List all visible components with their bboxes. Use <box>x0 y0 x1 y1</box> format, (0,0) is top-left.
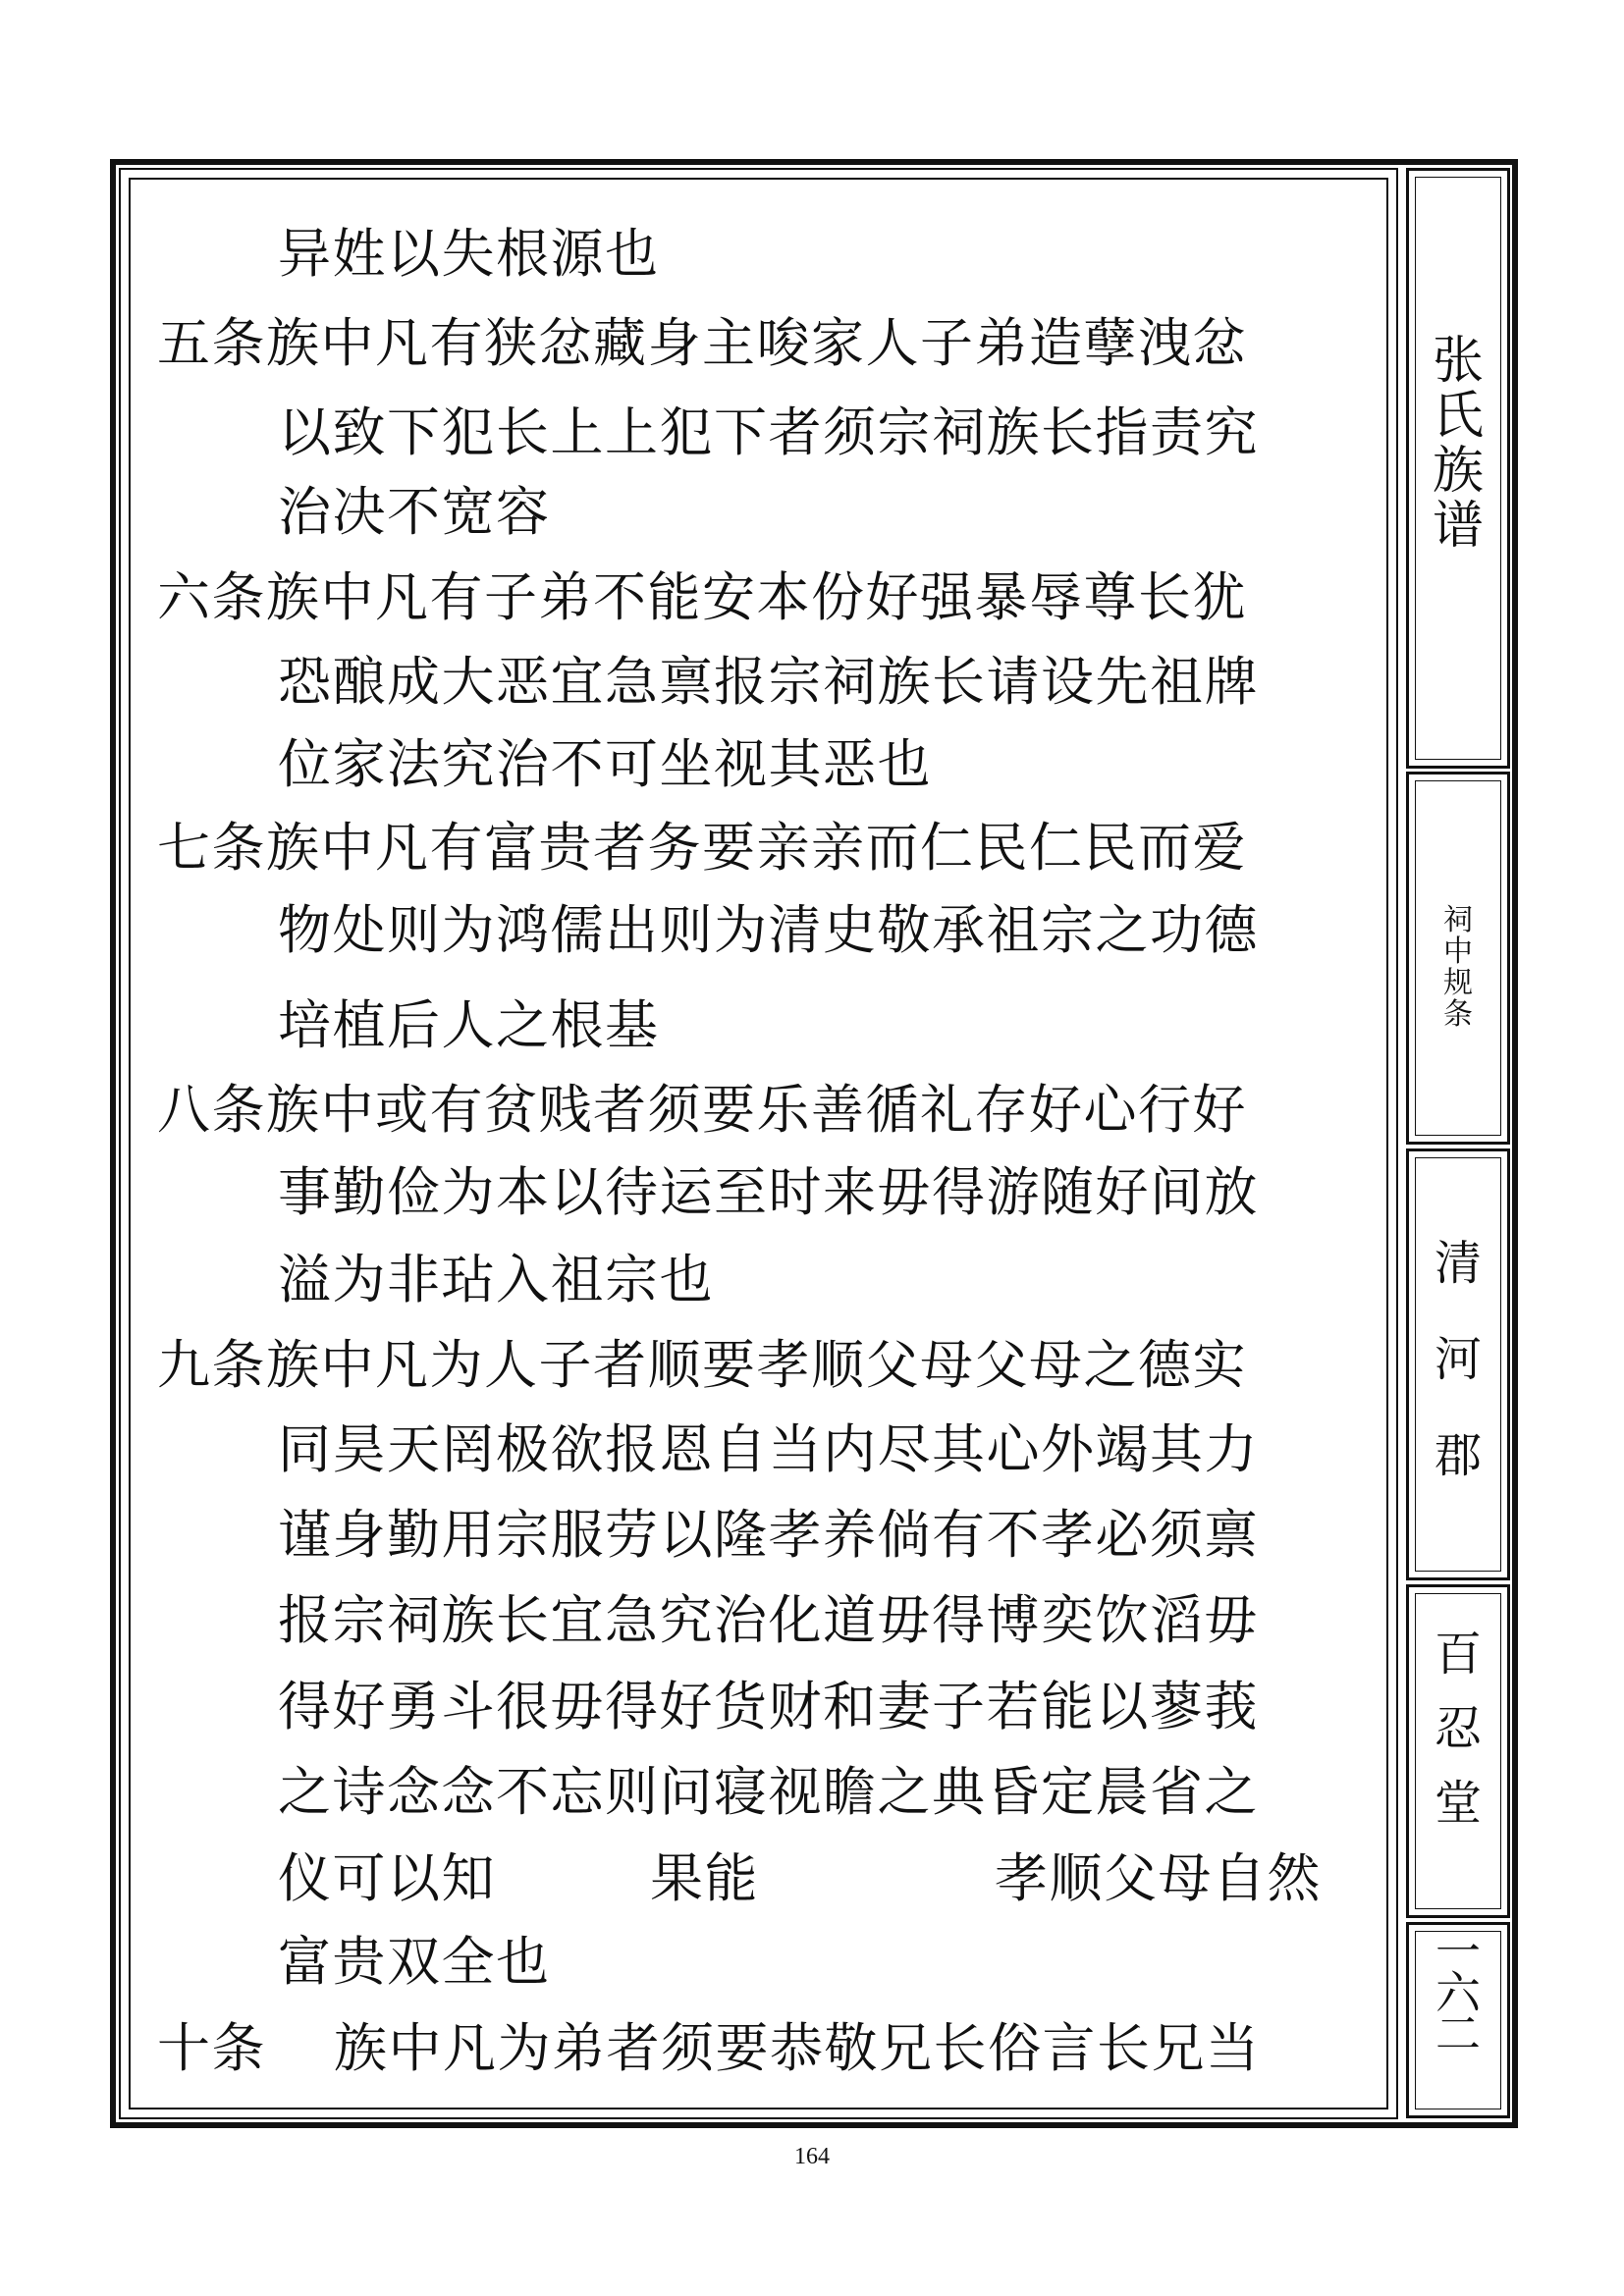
hall-name-char-1: 百 <box>1434 1627 1482 1682</box>
text-line-21: 富贵双全也 <box>278 1931 551 1993</box>
section-title <box>1409 903 1507 1032</box>
text-line-22-label: 十条 <box>157 2017 266 2079</box>
text-line-8: 七条族中凡有富贵者务要亲亲而仁民仁民而爱 <box>157 817 1247 879</box>
text-line-2: 五条族中凡有狭忿藏身主唆家人子弟造孽洩忿 <box>157 312 1247 374</box>
text-line-17: 报宗祠族长宜急究治化道毋得博奕饮滔毋 <box>278 1589 1259 1651</box>
text-line-20-part-1: 仪可以知 <box>278 1847 496 1909</box>
page-number: 164 <box>794 2144 830 2169</box>
text-line-13: 溢为非玷入祖宗也 <box>278 1249 714 1310</box>
hall-name-char-2: 忍 <box>1434 1701 1482 1756</box>
commandery-char-1: 清 <box>1434 1236 1482 1291</box>
side-box-section-title <box>1406 772 1510 1145</box>
text-line-4: 治决不宽容 <box>278 481 551 543</box>
book-title-char-1: 张 <box>1432 332 1484 391</box>
text-line-3: 以致下犯长上上犯下者须宗祠族长指责究 <box>278 401 1259 463</box>
folio-number <box>1409 1925 1507 2060</box>
book-title <box>1409 332 1507 556</box>
commandery-char-3: 郡 <box>1434 1428 1482 1483</box>
side-box-hall-name <box>1406 1584 1510 1918</box>
commandery-char-2: 河 <box>1434 1332 1482 1387</box>
section-title-char-1: 祠 <box>1443 903 1473 937</box>
side-box-commandery <box>1406 1148 1510 1580</box>
text-line-19: 之诗念念不忘则问寝视瞻之典昏定晨省之 <box>278 1761 1259 1823</box>
hall-name-char-3: 堂 <box>1434 1776 1482 1831</box>
text-line-6: 恐酿成大恶宜急禀报宗祠族长请设先祖牌 <box>278 651 1259 713</box>
folio-char-1: 一 <box>1435 1925 1481 1978</box>
side-box-book-title <box>1406 168 1510 769</box>
section-title-char-3: 规 <box>1443 966 1473 1000</box>
text-line-20-part-3: 孝顺父母自然 <box>995 1847 1322 1909</box>
section-title-char-2: 中 <box>1443 934 1473 969</box>
text-line-1: 异姓以失根源也 <box>278 223 660 285</box>
text-line-16: 谨身勤用宗服劳以隆孝养倘有不孝必须禀 <box>278 1504 1259 1566</box>
commandery <box>1409 1236 1507 1483</box>
book-title-char-4: 谱 <box>1432 497 1484 556</box>
text-line-7: 位家法究治不可坐视其恶也 <box>278 733 932 795</box>
folio-char-3: 二 <box>1435 2007 1481 2060</box>
text-line-18: 得好勇斗很毋得好货财和妻子若能以蓼莪 <box>278 1676 1259 1737</box>
side-box-folio <box>1406 1922 1510 2118</box>
text-line-11: 八条族中或有贫贱者须要乐善循礼存好心行好 <box>157 1079 1247 1141</box>
section-title-char-4: 条 <box>1443 997 1473 1032</box>
text-line-15: 同昊天罔极欲报恩自当内尽其心外竭其力 <box>278 1418 1259 1480</box>
text-line-10: 培植后人之根基 <box>278 994 660 1056</box>
book-title-char-3: 族 <box>1432 442 1484 501</box>
hall-name <box>1409 1627 1507 1831</box>
text-line-12: 事勤俭为本以待运至时来毋得游随好间放 <box>278 1161 1259 1223</box>
text-line-5: 六条族中凡有子弟不能安本份好强暴辱尊长犹 <box>157 566 1247 628</box>
book-title-char-2: 氏 <box>1432 387 1484 446</box>
folio-char-2: 六 <box>1435 1966 1481 2019</box>
text-line-20-part-2: 果能 <box>650 1847 759 1909</box>
text-line-9: 物处则为鸿儒出则为清史敬承祖宗之功德 <box>278 899 1259 961</box>
text-line-14: 九条族中凡为人子者顺要孝顺父母父母之德实 <box>157 1334 1247 1396</box>
text-line-22-text: 族中凡为弟者须要恭敬兄长俗言长兄当 <box>334 2017 1261 2079</box>
